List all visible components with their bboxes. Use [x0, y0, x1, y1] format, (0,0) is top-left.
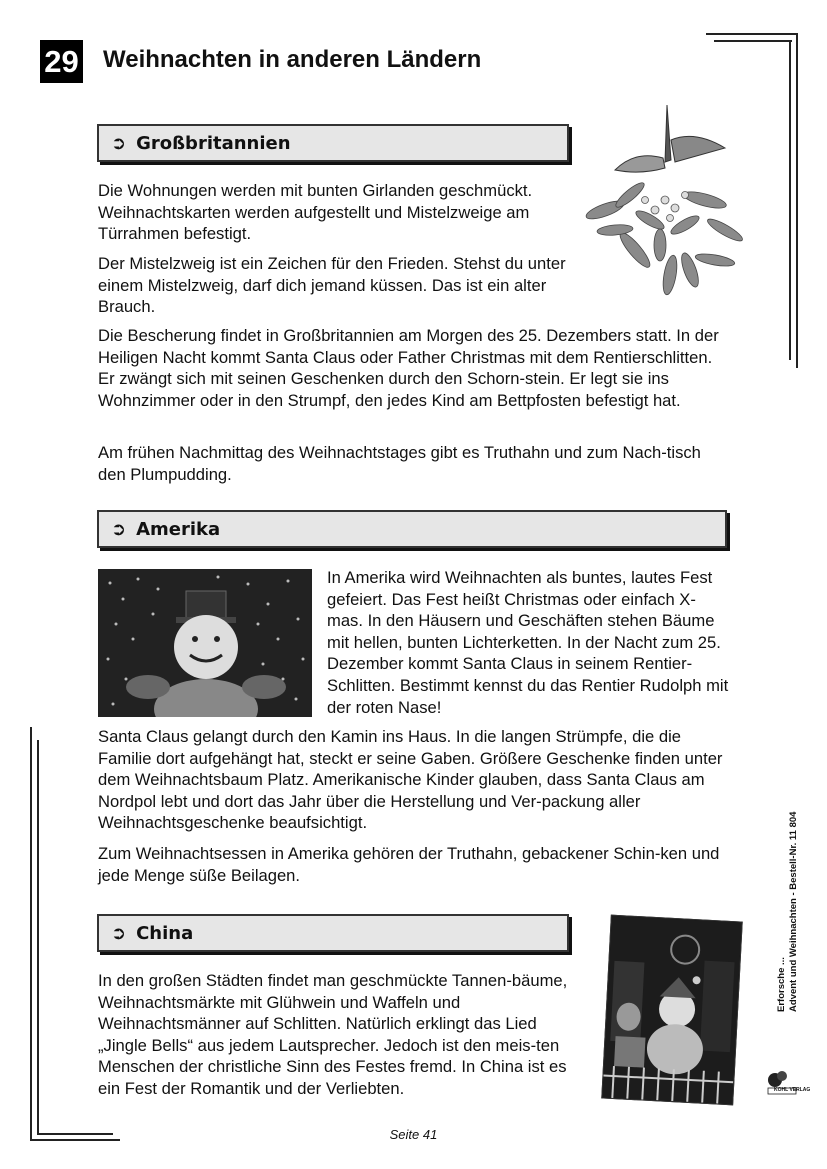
section-heading-label: China	[136, 922, 194, 944]
snowman-photo	[98, 569, 312, 717]
frame-right-v1	[796, 33, 798, 368]
publisher-logo-text: KOHL VERLAG	[774, 1087, 811, 1093]
china-christmas-photo	[601, 915, 742, 1106]
frame-top-right-h2	[714, 40, 792, 42]
uk-paragraph-1: Die Wohnungen werden mit bunten Girlanden geschmückt. Weihnachtskarten werden aufgestellt und Mistelzweige am Türrahmen befestigt.	[98, 181, 533, 244]
section-heading-us	[97, 510, 727, 548]
uk-paragraph-2: Der Mistelzweig ist ein Zeichen für den Frieden. Stehst du unter einem Mistelzweig, darf dich jemand küssen. Das ist ein alter Brauch.	[98, 254, 566, 317]
china-paragraph-1: In den großen Städten findet man geschmückte Tannen-bäume, Weihnachtsmärkte mit Glühwein und Waffeln und Weihnachtsmänner auf Schlitten. Natürlich erklingt das Lied „Jingle Bells“ aus jedem Lautsprecher. Jedoch ist den meis-ten Menschen der christliche Sinn des Festes fremd. In China ist es ein Fest der Romantik und der Verliebten.	[98, 971, 568, 1098]
uk-paragraph-4: Am frühen Nachmittag des Weihnachtstages gibt es Truthahn und zum Nach-tisch den Plumpudding.	[98, 443, 701, 484]
chapter-number: 29	[40, 40, 83, 83]
frame-right-v2	[789, 40, 791, 360]
frame-left-v1	[30, 727, 32, 1139]
arrow-right-icon: ➲	[111, 132, 127, 154]
sidebar-order-info: Advent und Weihnachten - Bestell-Nr. 11 804	[788, 811, 799, 1012]
us-paragraph-3: Zum Weihnachtsessen in Amerika gehören der Truthahn, gebackener Schin-ken und jede Menge süße Beilagen.	[98, 844, 720, 885]
section-heading-uk	[97, 124, 569, 162]
us-paragraph-1: In Amerika wird Weihnachten als buntes, lautes Fest gefeiert. Das Fest heißt Christmas oder einfach X-mas. In den Häusern und Geschäften stehen Bäume mit hellen, bunten Lichterketten. In der Nacht zum 25. Dezember kommt Santa Claus in seinem Rentier-Schlitten. Bestimmt kennst du das Rentier Rudolph mit der roten Nase!	[327, 568, 729, 717]
section-heading-label: Amerika	[136, 518, 221, 540]
section-heading-china	[97, 914, 569, 952]
frame-top-right-h1	[706, 33, 798, 35]
page-title: Weihnachten in anderen Ländern	[103, 46, 482, 73]
page-number: Seite 41	[389, 1127, 438, 1142]
sidebar-series-title: Erforsche ...	[776, 957, 787, 1012]
publisher-logo	[766, 1068, 811, 1096]
us-paragraph-2: Santa Claus gelangt durch den Kamin ins Haus. In die langen Strümpfe, die die Familie dort aufgehängt hat, steckt er seine Gaben. Größere Geschenke finden unter dem Weihnachtsbaum Platz. Amerikanische Kinder glauben, dass Santa Claus am Nordpol lebt und dort das Jahr über die Herstellung und Ver-packung aller Weihnachtsgeschenke beaufsichtigt.	[98, 727, 723, 833]
arrow-right-icon: ➲	[111, 518, 127, 540]
frame-left-v2	[37, 740, 39, 1133]
mistletoe-image	[575, 100, 750, 305]
arrow-right-icon: ➲	[111, 922, 127, 944]
uk-paragraph-3: Die Bescherung findet in Großbritannien am Morgen des 25. Dezembers statt. In der Heiligen Nacht kommt Santa Claus oder Father Christmas mit dem Rentierschlitten. Er zwängt sich mit seinen Geschenken durch den Schorn-stein. Er legt sie ins Wohnzimmer oder in den Strumpf, den jedes Kind am Bettpfosten befestigt hat.	[98, 326, 719, 410]
section-heading-label: Großbritannien	[136, 132, 291, 154]
